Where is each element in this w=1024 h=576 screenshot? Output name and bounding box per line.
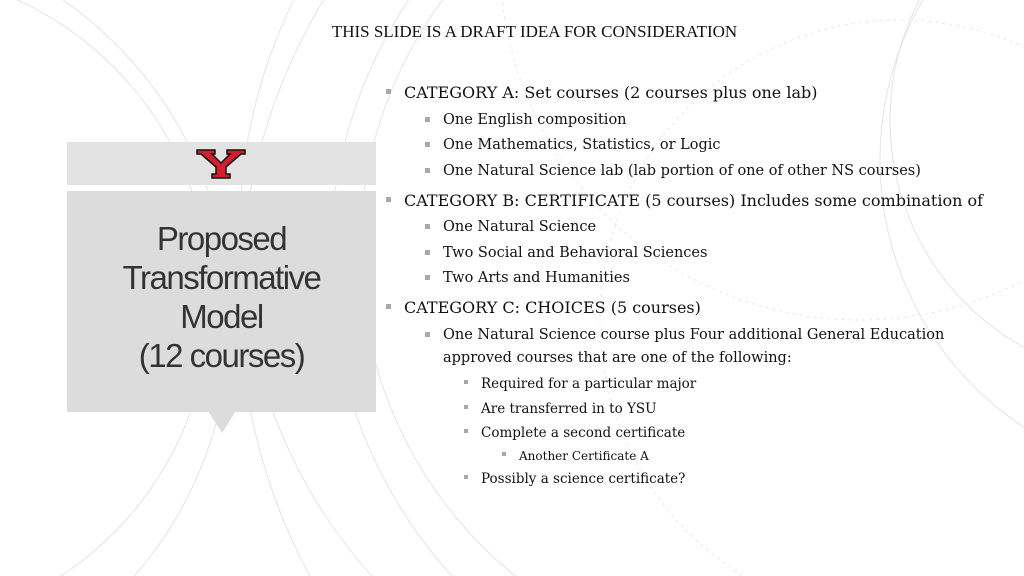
list-item: Complete a second certificate [384,423,1004,443]
title-line: Model [180,298,263,335]
title-line: (12 courses) [138,337,305,374]
title-panel [67,191,376,412]
bullet-icon [386,304,391,309]
list-item: Required for a particular major [384,374,1004,394]
bullet-icon [464,429,468,433]
list-item: Another Certificate A [384,447,1004,465]
list-item: One English composition [384,109,1004,132]
bullet-icon [464,475,468,479]
list-item: One Natural Science [384,216,1004,239]
list-item: Two Arts and Humanities [384,267,1004,290]
list-item: One Natural Science course plus Four additional General Education approved courses that are one of the following: [384,324,1004,370]
bullet-icon [502,452,506,456]
list-item: Two Social and Behavioral Sciences [384,242,1004,265]
category-b-heading: CATEGORY B: CERTIFICATE (5 courses) Includes some combination of [384,188,1004,214]
category-a-heading: CATEGORY A: Set courses (2 courses plus one lab) [384,80,1004,106]
bullet-icon [386,89,391,94]
bullet-icon [464,380,468,384]
category-c-heading: CATEGORY C: CHOICES (5 courses) [384,295,1004,321]
ysu-y-logo-icon [195,148,247,180]
draft-note: THIS SLIDE IS A DRAFT IDEA FOR CONSIDERATION [331,22,738,41]
bullet-icon [425,117,430,122]
list-item: One Mathematics, Statistics, or Logic [384,134,1004,157]
list-item: Possibly a science certificate? [384,469,1004,489]
bullet-icon [464,405,468,409]
bullet-icon [425,250,430,255]
slide-title [67,219,376,375]
title-panel-pointer [208,411,236,433]
bullet-icon [425,332,430,337]
bullet-icon [425,275,430,280]
list-item: Are transferred in to YSU [384,399,1004,419]
list-item: One Natural Science lab (lab portion of one of other NS courses) [384,160,1004,183]
title-line: Proposed [156,220,287,257]
logo-band [67,142,376,185]
bullet-icon [425,224,430,229]
bullet-icon [425,142,430,147]
title-line: Transformative [122,259,321,296]
bullet-icon [425,168,430,173]
bullet-icon [386,197,391,202]
bullet-list [384,78,1004,489]
